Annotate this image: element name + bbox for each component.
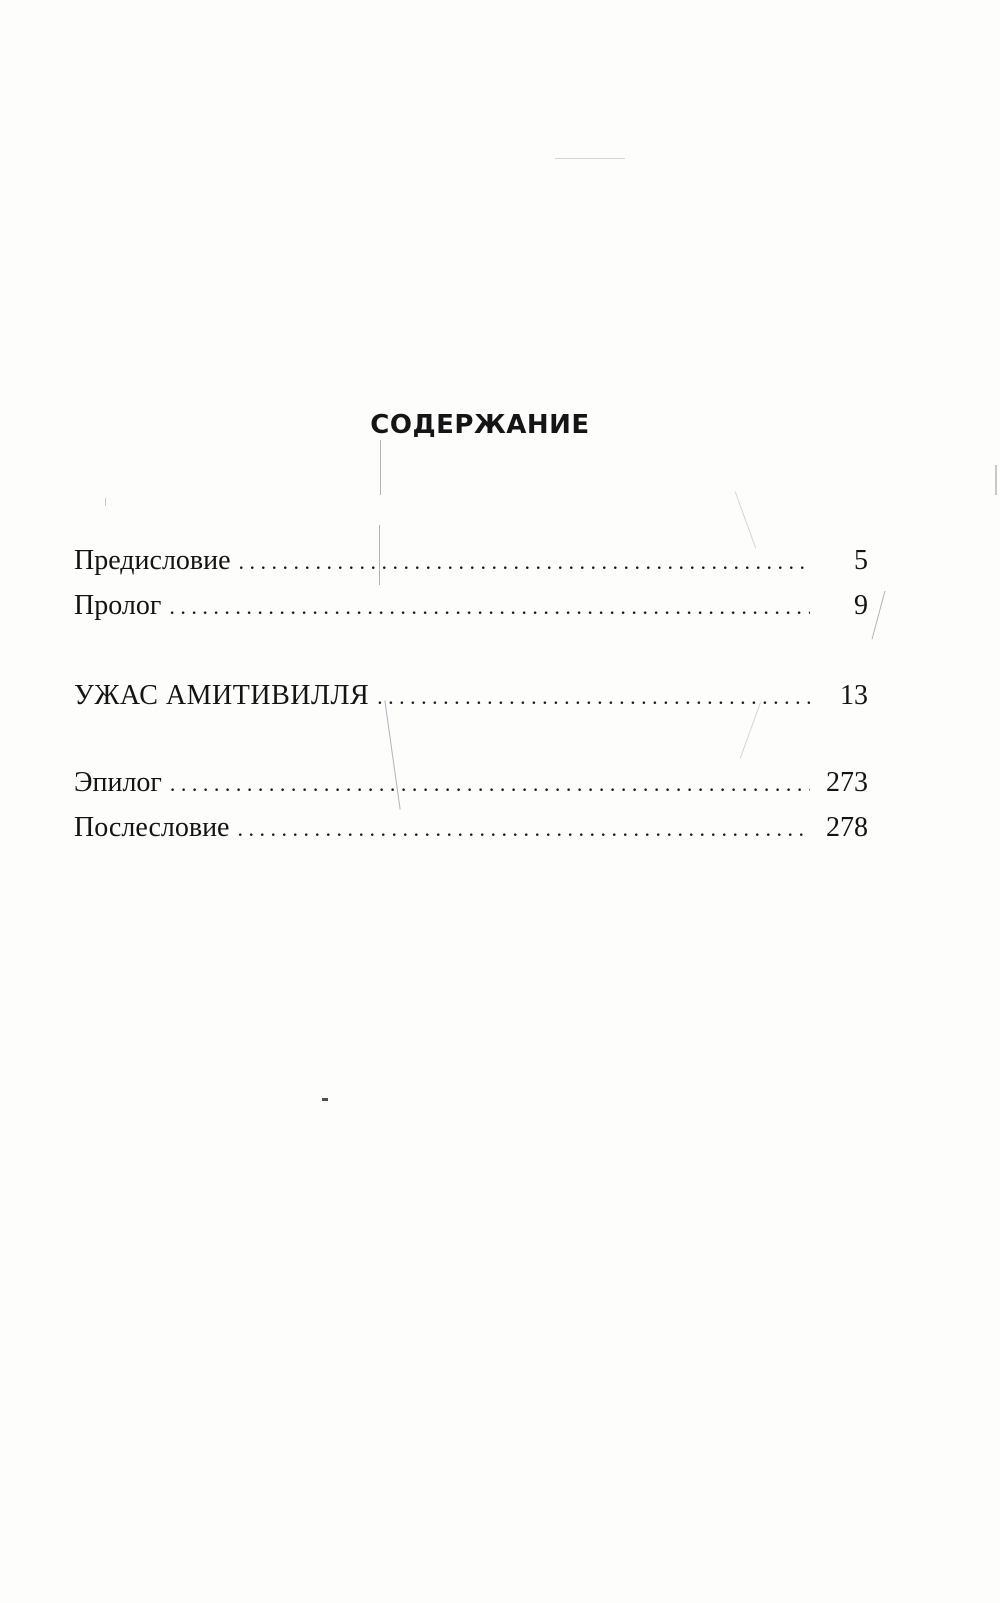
dot-leader: [170, 771, 810, 797]
scan-artifact: [995, 465, 997, 495]
scan-artifact: [380, 440, 381, 495]
toc-entry: [74, 545, 868, 585]
dot-leader: [237, 816, 810, 842]
toc-entry-label: Послесловие: [74, 812, 230, 843]
toc-entry: [74, 812, 868, 852]
dot-leader: [377, 684, 810, 710]
toc-entry-page: 273: [826, 767, 868, 798]
scan-artifact: [105, 498, 106, 506]
toc-entry-label: УЖАС АМИТИВИЛЛЯ: [74, 680, 370, 711]
toc-entry-label: Предисловие: [74, 545, 231, 576]
toc-entry: [74, 590, 868, 630]
toc-entry-page: 5: [854, 545, 868, 576]
scan-artifact: [379, 525, 380, 585]
scan-artifact: [555, 158, 625, 159]
toc-entry-label: Пролог: [74, 590, 162, 621]
scan-artifact: [322, 1098, 328, 1101]
toc-entry: [74, 680, 868, 720]
toc-entry: [74, 767, 868, 807]
dot-leader: [169, 594, 810, 620]
toc-entry-page: 278: [826, 812, 868, 843]
toc-entry-page: 13: [840, 680, 868, 711]
toc-title: СОДЕРЖАНИЕ: [370, 410, 590, 440]
toc-entry-page: 9: [854, 590, 868, 621]
toc-entry-label: Эпилог: [74, 767, 162, 798]
scan-artifact: [735, 492, 756, 549]
scan-artifact: [872, 591, 886, 640]
dot-leader: [239, 549, 810, 575]
